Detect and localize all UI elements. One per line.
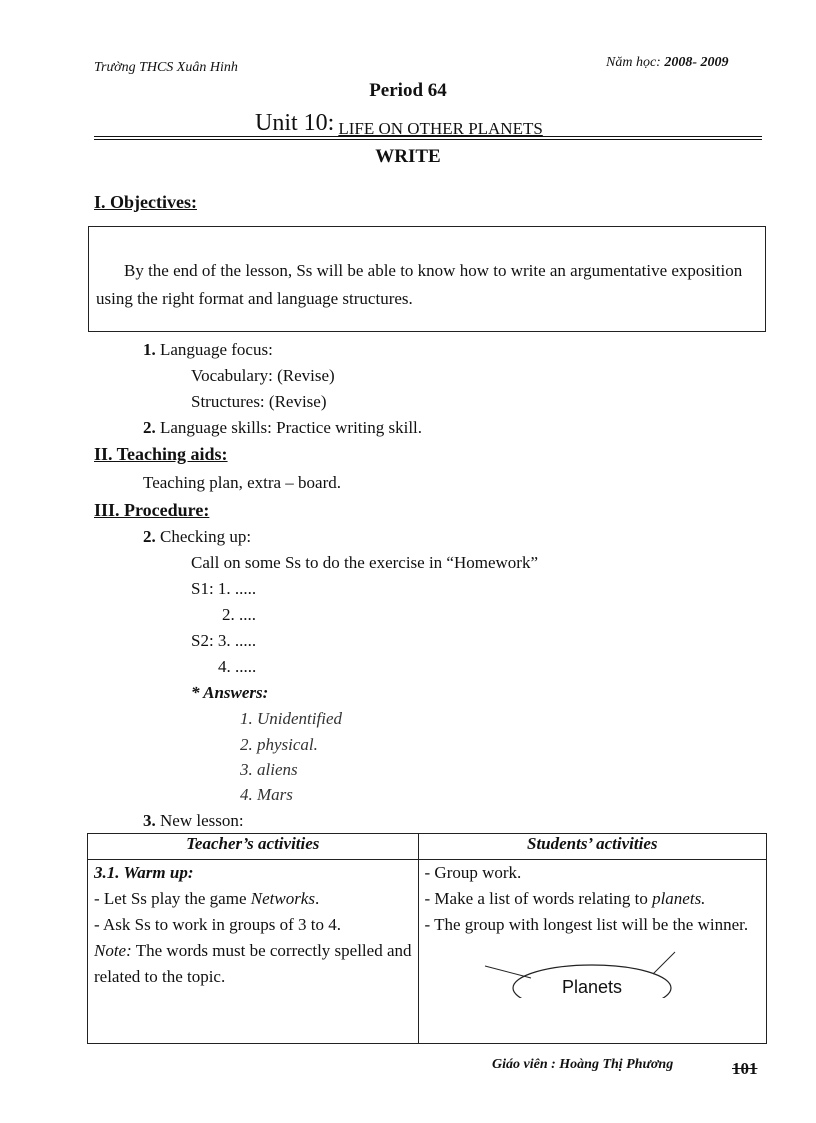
new-lesson-number: 3. xyxy=(143,811,156,830)
structures-line: Structures: (Revise) xyxy=(191,392,327,411)
title-rule-bottom xyxy=(94,139,762,140)
student-step xyxy=(425,886,760,912)
students-activities-cell xyxy=(418,860,766,1044)
checking-up-number: 2. xyxy=(143,527,156,546)
language-skills-text: Language skills: Practice writing skill. xyxy=(160,418,423,437)
vocabulary-line: Vocabulary: (Revise) xyxy=(191,366,335,385)
school-year-label: Năm học: xyxy=(606,55,661,70)
warmup-title: 3.1. Warm up: xyxy=(94,863,194,882)
s2-line-2: 4. ..... xyxy=(218,657,257,676)
unit-heading xyxy=(255,110,543,137)
school-name: Trường THCS Xuân Hinh xyxy=(94,60,238,75)
note-text: The words must be correctly spelled and related to the topic. xyxy=(94,941,412,986)
planets-word: planets. xyxy=(652,889,706,908)
lesson-title: WRITE xyxy=(375,146,441,167)
language-skills-number: 2. xyxy=(143,418,156,437)
school-year-value: 2008- 2009 xyxy=(664,55,729,70)
language-skills xyxy=(143,418,422,438)
network-lines xyxy=(419,938,756,998)
page-number: 101 xyxy=(732,1059,758,1078)
students-column-header: Students’ activities xyxy=(418,834,766,860)
period-title: Period 64 xyxy=(369,80,447,101)
new-lesson-label: New lesson: xyxy=(160,811,244,830)
teacher-step: - Ask Ss to work in groups of 3 to 4. xyxy=(94,915,341,934)
student-step-text: - Make a list of words relating to xyxy=(424,889,653,908)
teacher-note xyxy=(94,938,412,990)
teacher-step xyxy=(94,886,412,912)
homework-call: Call on some Ss to do the exercise in “Homework” xyxy=(191,553,539,572)
answer-item: 4. Mars xyxy=(240,785,293,804)
checking-up xyxy=(143,527,251,547)
teacher-name: Giáo viên : Hoàng Thị Phương xyxy=(492,1057,674,1072)
s1-line-1: S1: 1. ..... xyxy=(191,579,257,598)
answer-item: 2. physical. xyxy=(240,735,318,754)
title-rule-top xyxy=(94,136,762,137)
activities-table xyxy=(87,833,767,1044)
s2-line-1: S2: 3. ..... xyxy=(191,631,257,650)
language-focus-number: 1. xyxy=(143,340,156,359)
s1-line-2: 2. .... xyxy=(222,605,256,624)
table-row xyxy=(88,860,767,1044)
language-focus xyxy=(143,340,273,360)
teacher-activities-cell xyxy=(88,860,419,1044)
planets-label: Planets xyxy=(561,977,622,997)
new-lesson xyxy=(143,811,244,831)
objectives-text xyxy=(96,257,760,313)
student-step: - The group with longest list will be the winner. xyxy=(424,915,749,934)
unit-title: LIFE ON OTHER PLANETS xyxy=(338,119,543,138)
note-label: Note: xyxy=(94,941,132,960)
answer-item: 1. Unidentified xyxy=(240,709,342,728)
planets-network-diagram xyxy=(425,938,760,998)
unit-label: Unit 10: xyxy=(255,110,335,136)
language-focus-label: Language focus: xyxy=(160,340,273,359)
answer-item: 3. aliens xyxy=(240,760,298,779)
procedure-heading: III. Procedure: xyxy=(94,500,210,520)
game-name: Networks xyxy=(250,889,315,908)
checking-up-label: Checking up: xyxy=(160,527,252,546)
school-year xyxy=(606,55,729,71)
objectives-heading: I. Objectives: xyxy=(94,192,197,212)
teacher-step-text: - Let Ss play the game xyxy=(94,889,251,908)
objectives-box xyxy=(88,226,766,332)
network-branch xyxy=(653,952,675,974)
objectives-text-body: By the end of the lesson, Ss will be able to know how to write an argumentative exposition using the right format and language structures. xyxy=(96,261,743,308)
teaching-aids-text: Teaching plan, extra – board. xyxy=(143,473,342,492)
teacher-step-end: . xyxy=(314,889,320,908)
teaching-aids-heading: II. Teaching aids: xyxy=(94,444,228,464)
teacher-column-header: Teacher’s activities xyxy=(88,834,419,860)
student-step: - Group work. xyxy=(424,863,522,882)
answers-label: * Answers: xyxy=(191,683,269,702)
table-header-row xyxy=(88,834,767,860)
